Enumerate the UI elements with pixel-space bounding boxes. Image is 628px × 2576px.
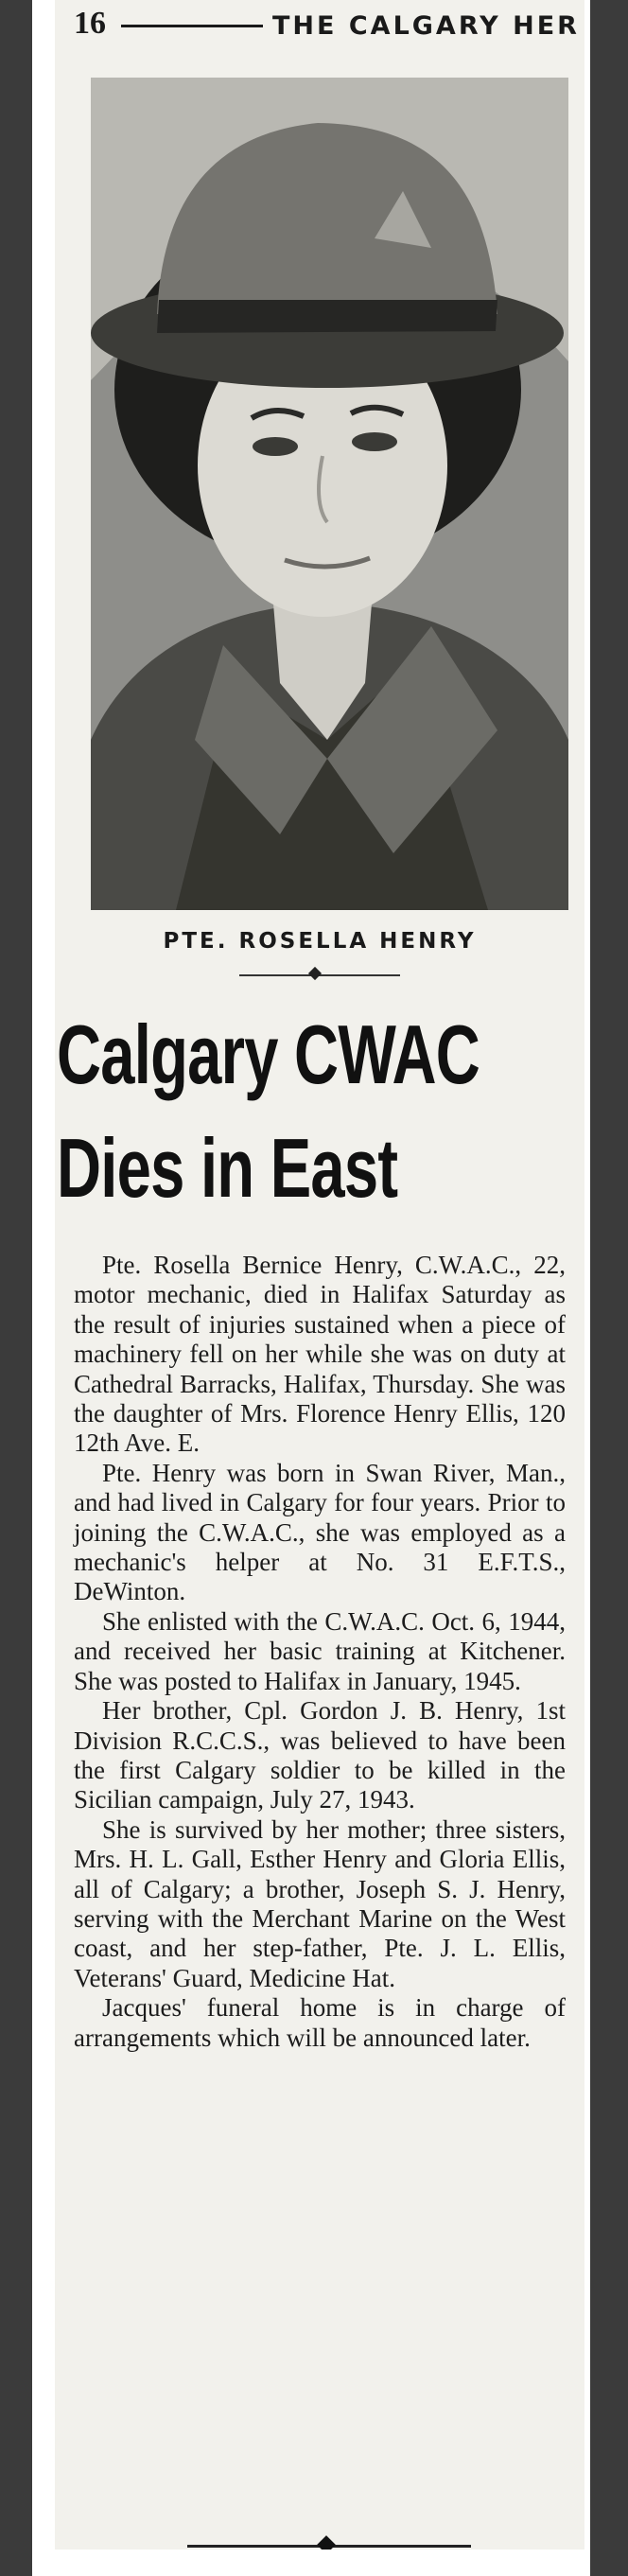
- page-header: [55, 6, 584, 44]
- headline-line-2: Dies in East: [57, 1121, 398, 1215]
- article-paragraph: Jacques' funeral home is in charge of arrangements which will be announced later.: [74, 1993, 566, 2052]
- article-paragraph: Her brother, Cpl. Gordon J. B. Henry, 1st Division R.C.C.S., was believed to have been the first Calgary soldier to be killed in the Sicilian campaign, July 27, 1943.: [74, 1696, 566, 1814]
- headline-line-1: Calgary CWAC: [57, 1008, 480, 1101]
- clipping-frame: [32, 0, 590, 2576]
- portrait-photo: [91, 78, 568, 910]
- article-body: [74, 1251, 566, 2053]
- article-paragraph: She enlisted with the C.W.A.C. Oct. 6, 1944, and received her basic training at Kitchener. She was posted to Halifax in January, 1945.: [74, 1606, 566, 1695]
- caption-ornament: [308, 967, 322, 980]
- article-paragraph: Pte. Henry was born in Swan River, Man., and had lived in Calgary for four years. Prior to joining the C.W.A.C., she was employed as a mechanic's helper at No. 31 E.F.T.S., DeWinton.: [74, 1458, 566, 1606]
- page-number: 16: [74, 6, 106, 41]
- portrait-illustration: [91, 78, 568, 910]
- article-paragraph: Pte. Rosella Bernice Henry, C.W.A.C., 22, motor mechanic, died in Halifax Saturday as the result of injuries sustained when a piece of machinery fell on her while she was on duty at Cathedral Barracks, Halifax, Thursday. She was the daughter of Mrs. Florence Henry Ellis, 120 12th Ave. E.: [74, 1251, 566, 1458]
- newspaper-title: THE CALGARY HER: [272, 11, 580, 41]
- article-paragraph: She is survived by her mother; three sisters, Mrs. H. L. Gall, Esther Henry and Gloria Ellis, all of Calgary; a brother, Joseph S. J. Henry, serving with the Merchant Marine on the West coast, and her step-father, Pte. J. L. Ellis, Veterans' Guard, Medicine Hat.: [74, 1814, 566, 1992]
- newspaper-clipping: [55, 0, 584, 2550]
- end-ornament: [317, 2535, 336, 2550]
- photo-caption: PTE. ROSELLA HENRY: [163, 929, 477, 954]
- headline: [57, 998, 480, 1225]
- header-rule: [121, 25, 263, 27]
